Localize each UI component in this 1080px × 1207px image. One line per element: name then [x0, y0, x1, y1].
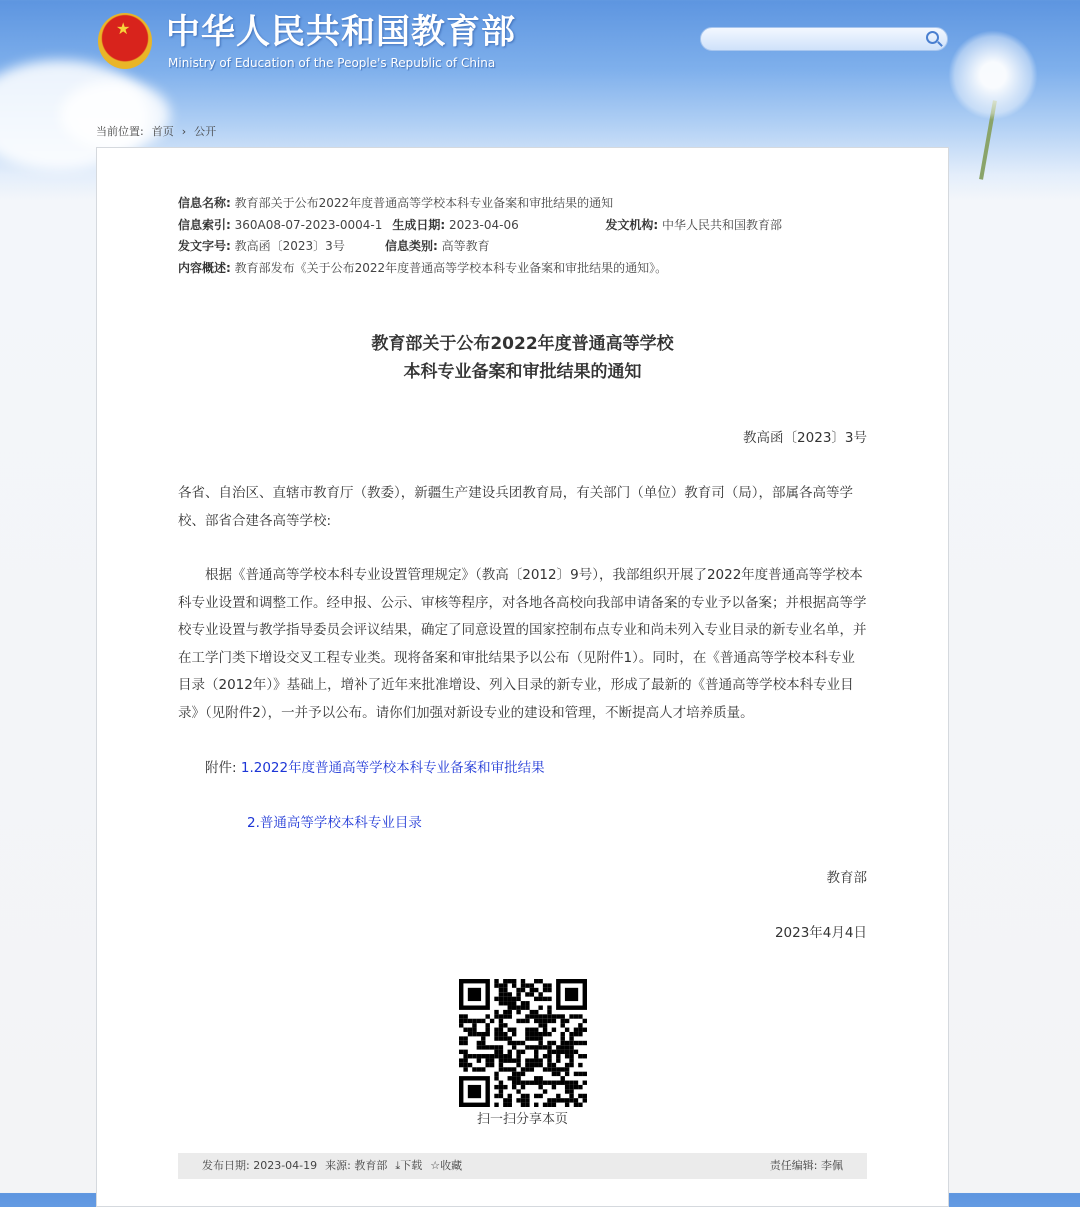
footer-spacer	[470, 1153, 762, 1179]
site-subtitle: Ministry of Education of the People's Republic of China	[168, 56, 496, 70]
addressee: 各省、自治区、直辖市教育厅（教委），新疆生产建设兵团教育局，有关部门（单位）教育司（局），部属各高等学校、部省合建各高等学校:	[178, 485, 853, 529]
cloud-decoration	[60, 80, 170, 150]
breadcrumb-separator: ›	[181, 125, 187, 138]
star-icon: ☆	[430, 1159, 441, 1172]
meta-label: 信息索引:	[178, 217, 231, 232]
editor: 责任编辑: 李佩	[769, 1159, 843, 1172]
breadcrumb	[96, 123, 224, 139]
attachment-label: 附件:	[205, 759, 237, 776]
download-label: 下载	[400, 1159, 423, 1172]
meta-label: 生成日期:	[392, 217, 446, 232]
meta-label: 发文机构:	[605, 217, 659, 232]
title-line: 本科专业备案和审批结果的通知	[403, 362, 642, 382]
sign-date: 2023年4月4日	[774, 924, 867, 941]
qr-code	[459, 979, 587, 1107]
breadcrumb-label: 当前位置:	[96, 125, 144, 138]
meta-org: 中华人民共和国教育部	[661, 217, 782, 232]
source: 来源: 教育部	[325, 1159, 388, 1172]
search-icon[interactable]	[926, 31, 939, 44]
signer: 教育部	[826, 869, 867, 886]
national-emblem-icon: ★	[98, 13, 152, 69]
breadcrumb-home[interactable]: 首页	[151, 125, 174, 138]
attachment-1-row	[178, 755, 867, 783]
meta-category: 高等教育	[441, 239, 490, 253]
meta-summary: 教育部发布《关于公布2022年度普通高等学校本科专业备案和审批结果的通知》。	[234, 260, 668, 275]
body-paragraph: 根据《普通高等学校本科专业设置管理规定》（教高〔2012〕9号），我部组织开展了2022年度普通高等学校本科专业设置和调整工作。经申报、公示、审核等程序，对各地各高校向我部申请备案的专业予以备案；并根据高等学校专业设置与教学指导委员会评议结果，确定了同意设置的国家控制布点专业和尚未列入专业目录的新专业名单，并在工学门类下增设交叉工程专业类。现将备案和审批结果予以公布（见附件1）。同时，在《普通高等学校本科专业目录（2012年）》基础上，增补了近年来批准增设、列入目录的新专业，形成了最新的《普通高等学校本科专业目录》（见附件2），一并予以公布。请你们加强对新设专业的建设和管理，不断提高人才培养质量。	[178, 567, 867, 721]
meta-label: 信息名称:	[178, 196, 231, 210]
publish-date: 发布日期: 2023-04-19	[202, 1159, 318, 1172]
meta-name: 教育部关于公布2022年度普通高等学校本科专业备案和审批结果的通知	[234, 196, 614, 210]
favorite-button[interactable]	[430, 1153, 462, 1179]
content-panel	[96, 147, 949, 1207]
download-icon: ⤓	[395, 1159, 401, 1172]
attachment-1-link[interactable]: 1.2022年度普通高等学校本科专业备案和审批结果	[240, 759, 545, 776]
meta-index: 360A08-07-2023-0004-1	[234, 217, 383, 232]
site-title: 中华人民共和国教育部	[166, 12, 516, 52]
favorite-label: 收藏	[440, 1159, 463, 1172]
attachment-2-link[interactable]: 2.普通高等学校本科专业目录	[247, 814, 422, 831]
meta-label: 信息类别:	[385, 239, 438, 253]
title-line: 教育部关于公布2022年度普通高等学校	[371, 334, 674, 354]
meta-docno: 教高函〔2023〕3号	[234, 239, 345, 253]
attachment-2-row	[178, 810, 867, 838]
download-button[interactable]	[395, 1153, 422, 1179]
document-number: 教高函〔2023〕3号	[743, 430, 867, 446]
meta-date: 2023-04-06	[448, 217, 519, 232]
meta-label: 发文字号:	[178, 239, 231, 253]
footer-bar	[178, 1153, 867, 1179]
breadcrumb-current[interactable]: 公开	[194, 125, 217, 138]
document-title	[178, 330, 867, 386]
qr-caption: 扫一扫分享本页	[476, 1112, 568, 1127]
search-input[interactable]	[700, 27, 948, 51]
meta-info	[178, 193, 867, 279]
meta-label: 内容概述:	[178, 260, 231, 275]
dandelion-decoration	[948, 30, 1038, 120]
